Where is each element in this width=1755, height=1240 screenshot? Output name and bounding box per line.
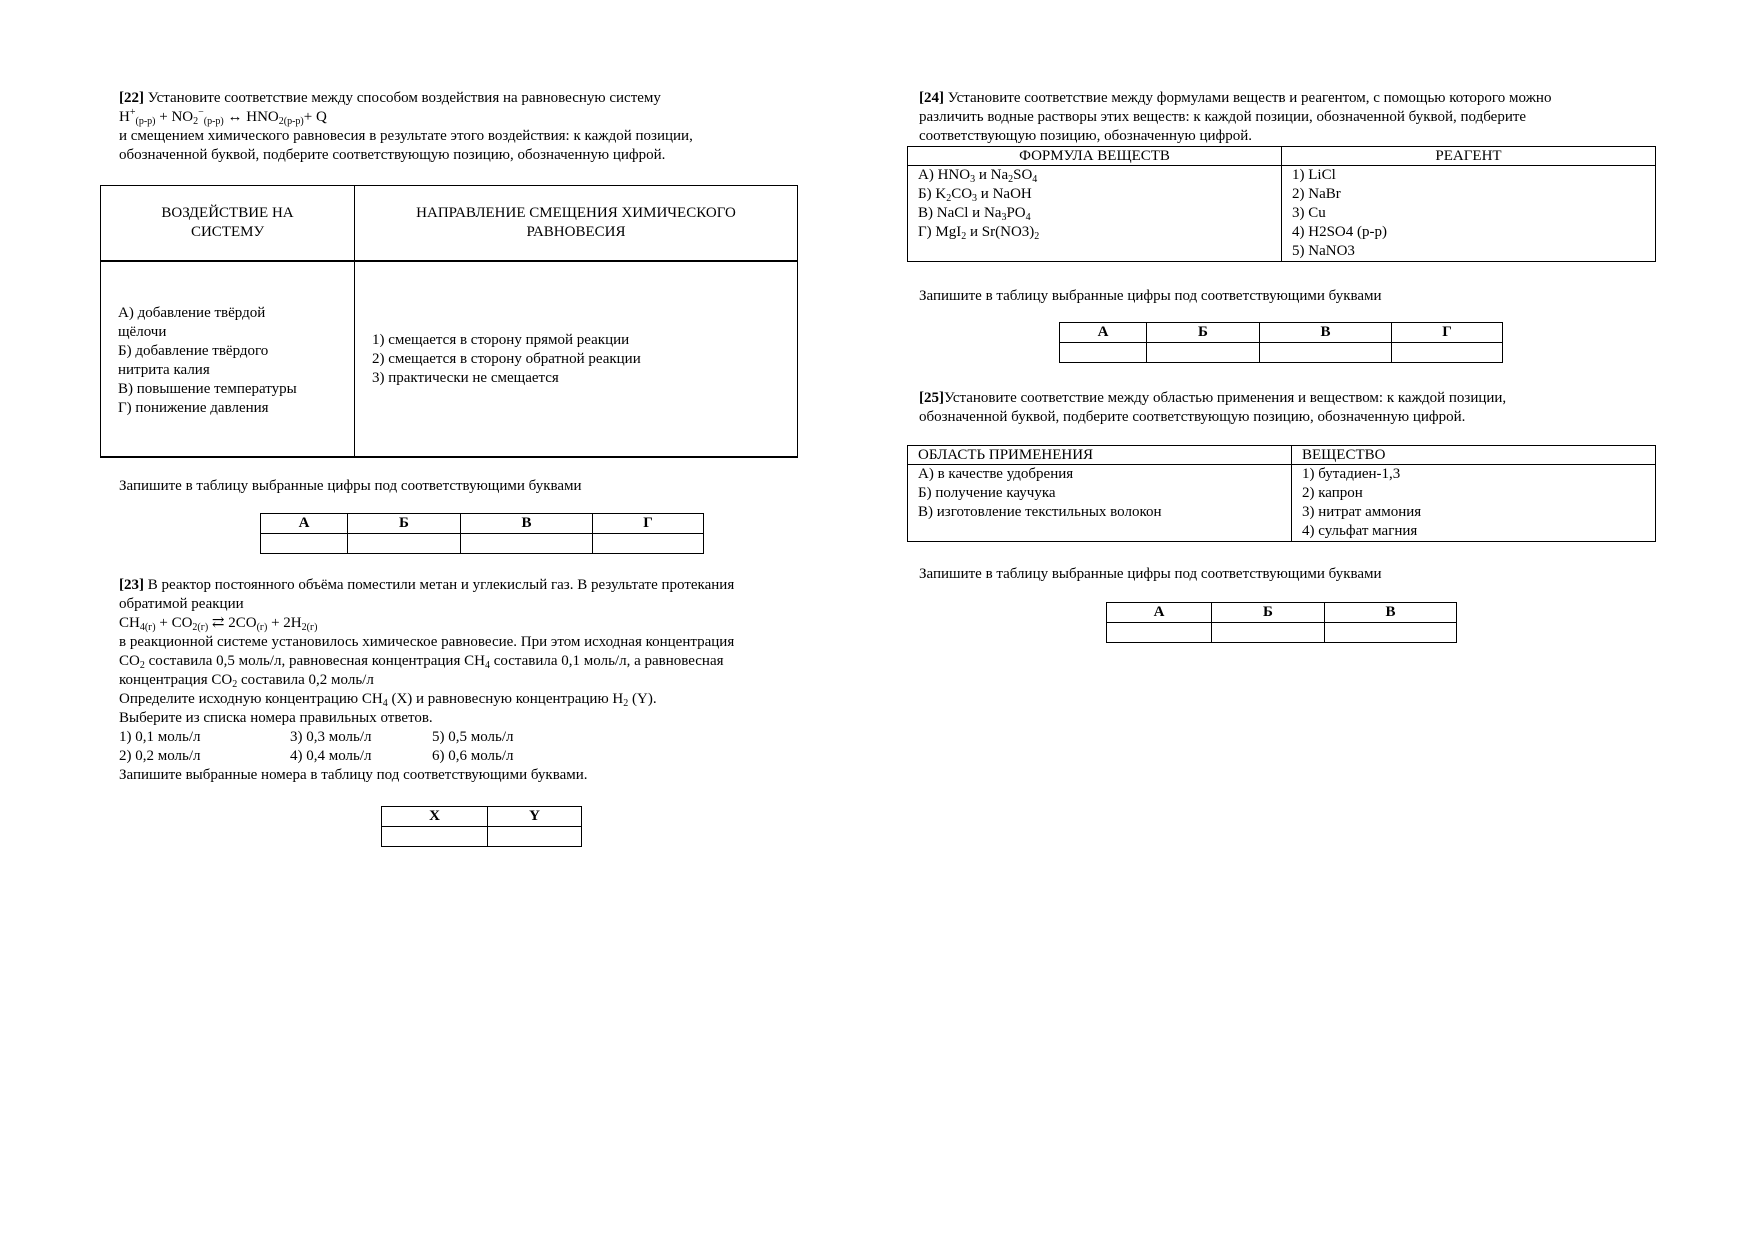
q24-instruction: Запишите в таблицу выбранные цифры под соответствующими буквами: [919, 288, 1382, 304]
q23-options: 1) 0,1 моль/л 3) 0,3 моль/л 5) 0,5 моль/л 2) 0,2 моль/л 4) 0,4 моль/л 6) 0,6 моль/л: [119, 729, 514, 764]
q24-text: [24] Установите соответствие между формулами веществ и реагентом, с помощью которого можно различить водные растворы этих веществ: к каждой позиции, обозначенной буквой, подберите соответствующую позицию, обозначенную цифрой.: [919, 90, 1552, 144]
q22-left-cell: А) добавление твёрдой щёлочи Б) добавление твёрдого нитрита калия В) повышение температуры Г) понижение давления: [101, 261, 355, 457]
q22-answer-a[interactable]: [261, 534, 348, 554]
q22-match-table: [100, 185, 798, 458]
q23-text: [23] В реактор постоянного объёма поместили метан и углекислый газ. В результате протекания обратимой реакции $CH_{4(г)} + CO_{2(г)}$ ⇄ $2CO_{(г)} + 2H_{2(г)}$ в реакционной системе установилось химическое равновесие. При этом исходная концентрация $CO_2$ составила 0,5 моль/л, равновесная концентрация $CH_4$ составила 0,1 моль/л, а равновесная концентрация $CO_2$ составила 0,2 моль/л Определите исходную концентрацию $CH_4$ (X) и равновесную концентрацию $H_2$ (Y). Выберите из списка номера правильных ответов. 1) 0,1 моль/л 3) 0,3 моль/л 5) 0,5 моль/л 2) 0,2 моль/л 4) 0,4 моль/л 6) 0,6 моль/л Запишите выбранные номера в таблицу под соответствующими буквами.: [119, 576, 819, 785]
q25-answer-b[interactable]: [1212, 623, 1325, 643]
q25-number: [25]: [919, 390, 944, 406]
q22-line3: и смещением химического равновесия в результате этого воздействия: к каждой позиции,: [119, 128, 693, 144]
q25-match-table: [907, 445, 1656, 542]
q22-answer-g[interactable]: [593, 534, 704, 554]
q24-answer-g[interactable]: [1392, 343, 1503, 363]
q23-answer-y[interactable]: [488, 827, 582, 847]
q23-answer-x[interactable]: [382, 827, 488, 847]
q22-answer-v[interactable]: [461, 534, 593, 554]
q22-instruction: Запишите в таблицу выбранные цифры под соответствующими буквами: [119, 478, 582, 494]
q24-answer-a[interactable]: [1060, 343, 1147, 363]
q22-answer-table: А Б В Г: [260, 513, 704, 554]
q24-answer-table: А Б В Г: [1059, 322, 1503, 363]
q22-line1: [119, 89, 809, 108]
q25-instruction: Запишите в таблицу выбранные цифры под соответствующими буквами: [919, 566, 1382, 582]
q25-answer-table: А Б В: [1106, 602, 1457, 643]
q24-answer-b[interactable]: [1147, 343, 1260, 363]
q25-right-cell: 1) бутадиен-1,3 2) капрон 3) нитрат аммония 4) сульфат магния: [1292, 465, 1656, 542]
q22-right-cell: 1) смещается в сторону прямой реакции 2) смещается в сторону обратной реакции 3) практически не смещается: [355, 261, 798, 457]
q24-head-right: РЕАГЕНТ: [1282, 147, 1656, 166]
q25-text: [25]Установите соответствие между областью применения и веществом: к каждой позиции, обозначенной буквой, подберите соответствующую позицию, обозначенную цифрой.: [919, 390, 1507, 425]
q25-head-left: ОБЛАСТЬ ПРИМЕНЕНИЯ: [908, 446, 1292, 465]
q22-intro: Установите соответствие между способом воздействия на равновесную систему: [147, 90, 661, 106]
q25-answer-v[interactable]: [1325, 623, 1457, 643]
q24-number: [24]: [919, 90, 944, 106]
q22-number: [22]: [119, 90, 144, 106]
q23-number: [23]: [119, 577, 144, 593]
q25-left-cell: А) в качестве удобрения Б) получение каучука В) изготовление текстильных волокон: [908, 465, 1292, 542]
q22-line4: обозначенной буквой, подберите соответствующую позицию, обозначенную цифрой.: [119, 147, 666, 163]
q24-match-table: [907, 146, 1656, 262]
q24-left-cell: А) $HNO_3$ и $Na_2SO_4$ Б) $K_2CO_3$ и NaOH В) NaCl и $Na_3PO_4$ Г) MgI$_2$ и $Sr(NO3)_2$: [908, 166, 1282, 262]
q24-answer-v[interactable]: [1260, 343, 1392, 363]
q25-head-right: ВЕЩЕСТВО: [1292, 446, 1656, 465]
q23-answer-table: X Y: [381, 806, 582, 847]
q23-equation: $CH_{4(г)} + CO_{2(г)}$ ⇄ $2CO_{(г)} + 2H_{2(г)}$: [119, 615, 318, 633]
q22-head-right: НАПРАВЛЕНИЕ СМЕЩЕНИЯ ХИМИЧЕСКОГО РАВНОВЕСИЯ: [355, 186, 798, 262]
q22-head-left: ВОЗДЕЙСТВИЕ НА СИСТЕМУ: [101, 186, 355, 262]
q22-text: [119, 89, 809, 165]
q25-answer-a[interactable]: [1107, 623, 1212, 643]
q22-answer-b[interactable]: [348, 534, 461, 554]
q24-head-left: ФОРМУЛА ВЕЩЕСТВ: [908, 147, 1282, 166]
q24-right-cell: 1) LiCl 2) NaBr 3) Cu 4) H2SO4 (р-р) 5) NaNO3: [1282, 166, 1656, 262]
q22-equation: $H^+_{(р-р)} + NO_2^-_{(р-р)}$ ↔ $HNO_{2(р-р)}+ Q$: [119, 107, 327, 127]
